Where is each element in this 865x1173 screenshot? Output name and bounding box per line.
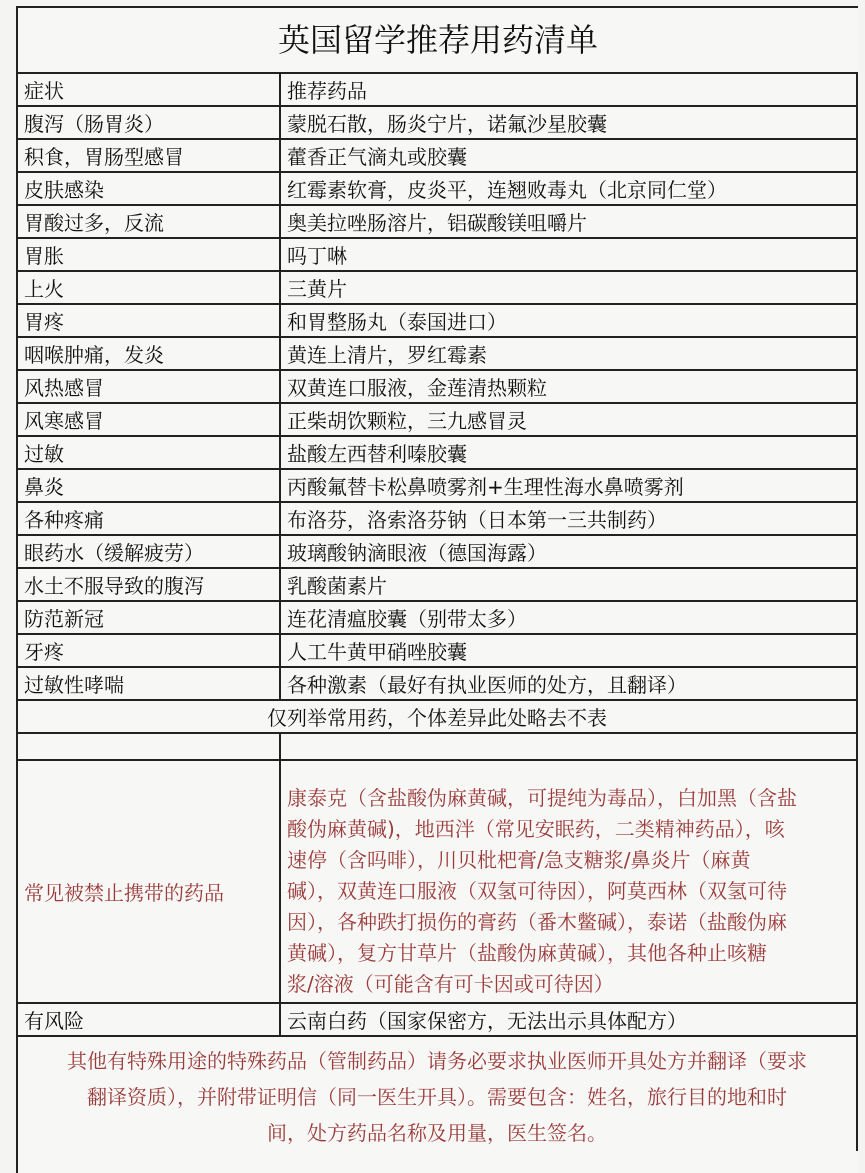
header-medicine: 推荐药品 bbox=[280, 74, 857, 106]
medicine-cell: 人工牛黄甲硝唑胶囊 bbox=[280, 634, 857, 667]
medicine-table bbox=[18, 74, 858, 1037]
footnote-row bbox=[18, 700, 857, 733]
banned-line: 因），各种跌打损伤的膏药（番木鳖碱），泰诺（盐酸伪麻 bbox=[287, 910, 787, 934]
blank-cell bbox=[18, 733, 280, 760]
table-row bbox=[18, 568, 857, 601]
symptom-cell: 风热感冒 bbox=[18, 370, 280, 403]
banned-line: 康泰克（含盐酸伪麻黄碱，可提纯为毒品），白加黑（含盐 bbox=[287, 786, 797, 810]
banned-line: 黄碱），复方甘草片（盐酸伪麻黄碱），其他各种止咳糖 bbox=[287, 941, 767, 965]
banned-label: 常见被禁止携带的药品 bbox=[18, 781, 280, 1003]
medicine-cell: 奥美拉唑肠溶片，铝碳酸镁咀嚼片 bbox=[280, 205, 857, 238]
symptom-cell: 各种疼痛 bbox=[18, 502, 280, 535]
medicine-cell: 玻璃酸钠滴眼液（德国海露） bbox=[280, 535, 857, 568]
table-row bbox=[18, 238, 857, 271]
gap-cell bbox=[280, 760, 857, 781]
symptom-cell: 防范新冠 bbox=[18, 601, 280, 634]
banned-medicines bbox=[280, 781, 857, 1003]
symptom-cell: 胃胀 bbox=[18, 238, 280, 271]
medicine-cell: 盐酸左西替利嗪胶囊 bbox=[280, 436, 857, 469]
symptom-cell: 上火 bbox=[18, 271, 280, 304]
medicine-cell: 连花清瘟胶囊（别带太多） bbox=[280, 601, 857, 634]
header-symptom: 症状 bbox=[18, 74, 280, 106]
symptom-cell: 过敏性哮喘 bbox=[18, 667, 280, 700]
table-row bbox=[18, 139, 857, 172]
banned-line: 速停（含吗啡），川贝枇杷膏/急支糖浆/鼻炎片（麻黄 bbox=[287, 848, 751, 872]
table-row bbox=[18, 337, 857, 370]
medicine-cell: 正柴胡饮颗粒，三九感冒灵 bbox=[280, 403, 857, 436]
table-row bbox=[18, 634, 857, 667]
medicine-cell: 黄连上清片，罗红霉素 bbox=[280, 337, 857, 370]
blank-cell bbox=[280, 733, 857, 760]
medicine-cell: 和胃整肠丸（泰国进口） bbox=[280, 304, 857, 337]
table-row bbox=[18, 403, 857, 436]
medicine-cell: 乳酸菌素片 bbox=[280, 568, 857, 601]
note-line: 其他有特殊用途的特殊药品（管制药品）请务必要求执业医师开具处方并翻译（要求 bbox=[67, 1049, 807, 1073]
table-row bbox=[18, 601, 857, 634]
table-row bbox=[18, 172, 857, 205]
gap-row bbox=[18, 760, 857, 781]
table-row bbox=[18, 205, 857, 238]
table-header-row bbox=[18, 74, 857, 106]
medicine-cell: 各种激素（最好有执业医师的处方，且翻译） bbox=[280, 667, 857, 700]
symptom-cell: 水土不服导致的腹泻 bbox=[18, 568, 280, 601]
page-title: 英国留学推荐用药清单 bbox=[18, 8, 858, 74]
table-row bbox=[18, 304, 857, 337]
symptom-cell: 风寒感冒 bbox=[18, 403, 280, 436]
table-row bbox=[18, 502, 857, 535]
symptom-cell: 胃疼 bbox=[18, 304, 280, 337]
symptom-cell: 皮肤感染 bbox=[18, 172, 280, 205]
blank-row bbox=[18, 733, 857, 760]
risk-row bbox=[18, 1003, 857, 1036]
note-line: 翻译资质），并附带证明信（同一医生开具）。需要包含：姓名，旅行目的地和时 bbox=[87, 1085, 787, 1109]
symptom-cell: 鼻炎 bbox=[18, 469, 280, 502]
special-medicine-note bbox=[18, 1037, 858, 1151]
note-line: 间，处方药品名称及用量，医生签名。 bbox=[267, 1121, 607, 1145]
table-row bbox=[18, 667, 857, 700]
table-row bbox=[18, 469, 857, 502]
table-row bbox=[18, 436, 857, 469]
symptom-cell: 咽喉肿痛，发炎 bbox=[18, 337, 280, 370]
symptom-cell: 过敏 bbox=[18, 436, 280, 469]
medicine-cell: 丙酸氟替卡松鼻喷雾剂+生理性海水鼻喷雾剂 bbox=[280, 469, 857, 502]
table-row bbox=[18, 370, 857, 403]
medicine-cell: 双黄连口服液，金莲清热颗粒 bbox=[280, 370, 857, 403]
medicine-cell: 吗丁啉 bbox=[280, 238, 857, 271]
banned-line: 浆/溶液（可能含有可卡因或可待因） bbox=[287, 972, 614, 996]
medicine-cell: 蒙脱石散，肠炎宁片，诺氟沙星胶囊 bbox=[280, 106, 857, 139]
medicine-list-sheet bbox=[16, 6, 858, 1173]
gap-cell bbox=[18, 760, 280, 781]
banned-line: 酸伪麻黄碱)，地西泮（常见安眠药，二类精神药品），咳 bbox=[287, 817, 785, 841]
symptom-cell: 眼药水（缓解疲劳） bbox=[18, 535, 280, 568]
medicine-cell: 布洛芬，洛索洛芬钠（日本第一三共制药） bbox=[280, 502, 857, 535]
banned-line: 碱），双黄连口服液（双氢可待因），阿莫西林（双氢可待 bbox=[287, 879, 787, 903]
symptom-cell: 胃酸过多，反流 bbox=[18, 205, 280, 238]
symptom-cell: 积食，胃肠型感冒 bbox=[18, 139, 280, 172]
medicine-cell: 红霉素软膏，皮炎平，连翘败毒丸（北京同仁堂） bbox=[280, 172, 857, 205]
footnote-cell: 仅列举常用药，个体差异此处略去不表 bbox=[18, 700, 857, 733]
table-row bbox=[18, 271, 857, 304]
banned-row bbox=[18, 781, 857, 1003]
risk-medicine: 云南白药（国家保密方，无法出示具体配方） bbox=[280, 1003, 857, 1036]
risk-label: 有风险 bbox=[18, 1003, 280, 1036]
table-row bbox=[18, 535, 857, 568]
medicine-cell: 三黄片 bbox=[280, 271, 857, 304]
symptom-cell: 牙疼 bbox=[18, 634, 280, 667]
table-row bbox=[18, 106, 857, 139]
medicine-cell: 藿香正气滴丸或胶囊 bbox=[280, 139, 857, 172]
symptom-cell: 腹泻（肠胃炎） bbox=[18, 106, 280, 139]
